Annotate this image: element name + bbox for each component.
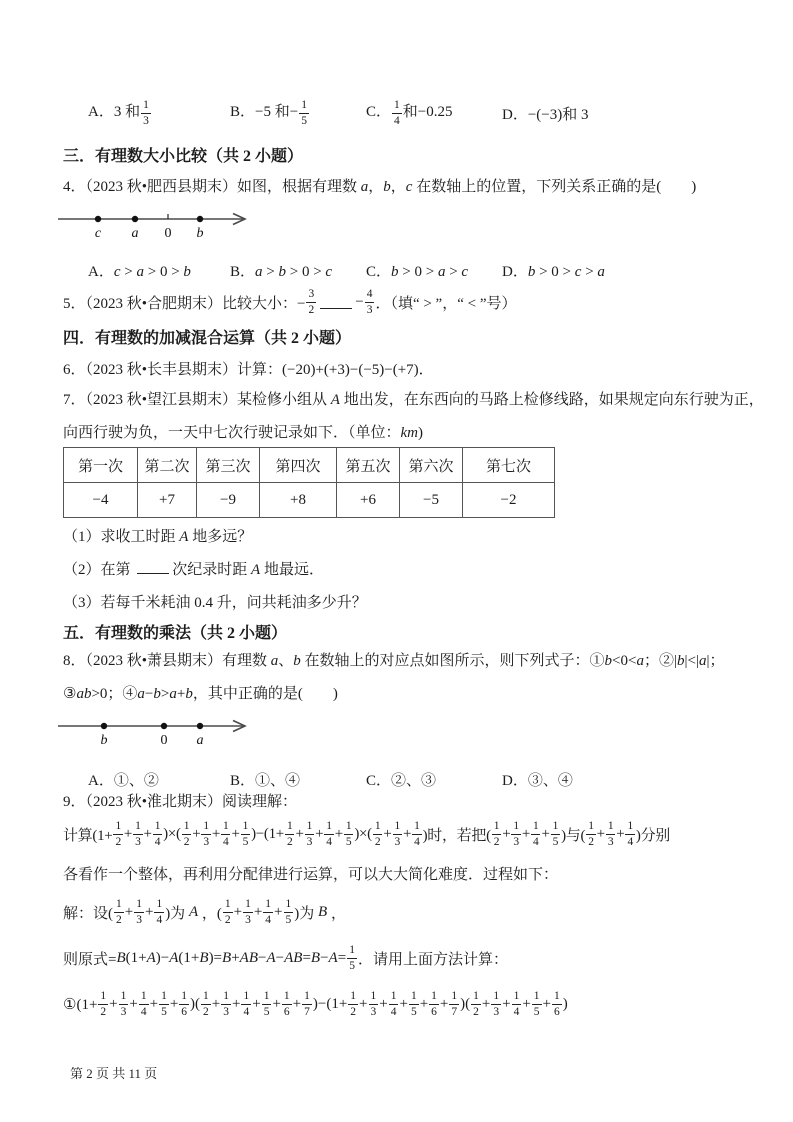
section-heading-4: 四．有理数的加减混合运算（共 2 小题）: [63, 330, 352, 347]
question-7-sub-1: （1）求收工时距 A 地多远？: [63, 529, 253, 545]
fraction: $\frac{1}{2}$: [115, 820, 121, 848]
fraction: $\frac{1}{2}$: [203, 990, 209, 1018]
svg-text:0: 0: [160, 733, 168, 748]
question-7-sub-2: （2）在第 次纪录时距 A 地最远．: [63, 562, 324, 578]
fraction: $\frac{1}{5}$: [552, 820, 559, 848]
fraction: $\frac{1}{3}$: [394, 820, 400, 848]
section-heading-5: 五．有理数的乘法（共 2 小题）: [63, 625, 288, 642]
fraction: $\frac{1}{3}$: [245, 898, 251, 926]
fraction: $\frac{1}{2}$: [493, 820, 500, 848]
fraction: $\frac{1}{2}$: [224, 898, 231, 926]
fraction: $\frac{1}{4}$: [265, 898, 272, 926]
fraction: $\frac{1}{5}$: [263, 990, 270, 1018]
fraction: $\frac{1}{2}$: [183, 820, 190, 848]
table-cell: 第五次: [337, 448, 400, 483]
svg-text:a: a: [196, 733, 204, 748]
answer-blank: [137, 560, 169, 574]
table-cell: 第一次: [64, 448, 138, 483]
option-D: D．③、④: [502, 772, 573, 789]
fraction: $\frac{1}{3}$: [136, 898, 142, 926]
fraction: $\frac{1}{6}$: [283, 990, 290, 1018]
question-4-stem: 4．（2023 秋•肥西县期末）如图，根据有理数 a，b，c 在数轴上的位置，下列关系正确的是( ): [63, 179, 697, 195]
table-cell: −9: [197, 483, 260, 518]
fraction: $\frac{1}{5}$: [345, 820, 352, 848]
fraction: $\frac{1}{2}$: [100, 990, 107, 1018]
question-9-intro: 9．（2023 秋•淮北期末）阅读理解：: [63, 794, 298, 810]
option-C: C．b > 0 > a > c: [366, 263, 469, 280]
table-cell: 第二次: [138, 448, 197, 483]
fraction: $\frac{1}{4}$: [326, 820, 332, 848]
fraction: $\frac{1}{7}$: [304, 990, 310, 1018]
table-cell: 第七次: [463, 448, 555, 483]
fraction: $\frac{1}{3}$: [135, 820, 141, 848]
table-cell: −2: [463, 483, 555, 518]
option-B: B．①、④: [230, 772, 301, 789]
question-9-item-1: ①(1+ $\frac{1}{2}$ + $\frac{1}{3}$ + $\frac{1}{4}$ + $\frac{1}{5}$ + $\frac{1}{6}$ )( $\frac{1}{2}$ + $\frac{1}{3}$ + $\frac{1}{4}$ + $\frac{1}{5}$ + $\frac{1}{6}$ + $\frac{1}{7}$ )−(1+ $\frac{1}{2}$ + $\frac{1}{3}$ + $\frac{1}{4}$ + $\frac{1}{5}$ + $\frac{1}{6}$ + $\frac{1}{7}$ )( $\frac{1}{2}$ + $\frac{1}{3}$ + $\frac{1}{4}$ + $\frac{1}{5}$ + $\frac{1}{6}$ ): [63, 990, 568, 1018]
option-C: C．②、③: [366, 772, 437, 789]
fraction: $\frac{1}{3}$: [607, 820, 614, 848]
fraction: $\frac{1}{3}$: [120, 990, 127, 1018]
svg-text:c: c: [94, 226, 102, 241]
fraction: $\frac{1}{2}$: [588, 820, 594, 848]
fraction: $\frac{1}{4}$: [533, 820, 539, 848]
fraction: $\frac{1}{5}$: [161, 990, 167, 1018]
svg-text:b: b: [100, 733, 108, 748]
option-D: D．−(−3)和 3: [502, 106, 589, 123]
answer-blank: [320, 295, 352, 309]
option-C: C． $\frac{1}{4}$ 和−0.25: [366, 99, 453, 127]
question-8-stem: [63, 645, 724, 711]
question-9-solution-2: 则原式= B (1+ A )− A (1+ B )= B + AB − A − AB = B − A = $\frac{1}{5}$ ．请用上面方法计算：: [63, 944, 508, 972]
fraction: $\frac{3}{2}$: [308, 288, 315, 316]
svg-text:a: a: [131, 226, 139, 241]
fraction: $\frac{1}{3}$: [306, 820, 313, 848]
fraction: $\frac{1}{4}$: [154, 820, 161, 848]
fraction: $\frac{1}{2}$: [116, 898, 122, 926]
fraction: $\frac{1}{5}$: [349, 944, 355, 972]
travel-records-table: [63, 447, 555, 518]
page-footer: 第 2 页 共 11 页: [70, 1066, 158, 1081]
table-cell: −5: [400, 483, 463, 518]
table-cell: +7: [138, 483, 197, 518]
fraction: $\frac{1}{2}$: [374, 820, 381, 848]
svg-text:0: 0: [164, 226, 172, 241]
question-7-line-1: 7．（2023 秋•望江县期末）某检修小组从 A 地出发，在东西向的马路上检修线路，如果规定向东行驶为正，: [63, 392, 764, 408]
section-heading-3: 三．有理数大小比较（共 2 小题）: [63, 148, 304, 165]
fraction: $\frac{1}{5}$: [242, 820, 249, 848]
svg-text:b: b: [196, 226, 204, 241]
table-cell: 第三次: [197, 448, 260, 483]
question-6-stem: 6．（2023 秋•长丰县期末）计算：(−20)+(+3)−(−5)−(+7)．: [63, 362, 434, 378]
fraction: $\frac{4}{3}$: [366, 288, 373, 316]
fraction: $\frac{1}{2}$: [473, 990, 479, 1018]
fraction: $\frac{1}{5}$: [410, 990, 417, 1018]
option-A: A．3 和 $\frac{1}{3}$: [88, 99, 149, 127]
table-cell: 第四次: [260, 448, 337, 483]
table-cell: +8: [260, 483, 337, 518]
table-cell: +6: [337, 483, 400, 518]
fraction: $\frac{1}{4}$: [243, 990, 250, 1018]
fraction: $\frac{1}{2}$: [286, 820, 293, 848]
fraction: $\frac{1}{4}$: [513, 990, 520, 1018]
fraction: $\frac{1}{4}$: [394, 99, 400, 127]
option-A: A．c > a > 0 > b: [88, 263, 191, 280]
question-9-text-2: 各看作一个整体，再利用分配律进行运算，可以大大简化难度．过程如下：: [63, 867, 559, 883]
fraction: $\frac{1}{3}$: [513, 820, 519, 848]
question-9-solution-1: 解：设( $\frac{1}{2}$ + $\frac{1}{3}$ + $\frac{1}{4}$ )为 A ，( $\frac{1}{2}$ + $\frac{1}{3}$ + $\frac{1}{4}$ + $\frac{1}{5}$ )为 B ，: [63, 898, 346, 926]
question-8-line-2: ③ab>0；④a−b>a+b，其中正确的是( ): [63, 686, 338, 702]
option-D: D．b > 0 > c > a: [502, 263, 605, 280]
question-5-stem: 5．（2023 秋•合肥期末）比较大小：− $\frac{3}{2}$ − $\frac{4}{3}$ ．（填“ > ”，“ < ”号）: [63, 288, 517, 316]
fraction: $\frac{1}{5}$: [285, 898, 292, 926]
question-7-sub-3: （3）若每千米耗油 0.4 升，问共耗油多少升？: [63, 595, 367, 611]
number-line-q4: [58, 203, 250, 249]
table-values-row: [64, 483, 555, 518]
fraction: $\frac{1}{6}$: [181, 990, 188, 1018]
option-B: B．a > b > 0 > c: [230, 263, 333, 280]
question-7-line-2: 向西行驶为负，一天中七次行驶记录如下．（单位：km): [63, 425, 424, 441]
fraction: $\frac{1}{3}$: [223, 990, 229, 1018]
fraction: $\frac{1}{3}$: [143, 99, 149, 127]
fraction: $\frac{1}{2}$: [350, 990, 357, 1018]
fraction: $\frac{1}{5}$: [301, 99, 307, 127]
fraction: $\frac{1}{7}$: [451, 990, 458, 1018]
table-header-row: [64, 448, 555, 483]
fraction: $\frac{1}{4}$: [222, 820, 229, 848]
number-line-q8: [58, 710, 250, 756]
fraction: $\frac{1}{3}$: [370, 990, 377, 1018]
question-7-stem: [63, 384, 764, 450]
fraction: $\frac{1}{3}$: [493, 990, 500, 1018]
question-8-line-1: 8．（2023 秋•萧县期末）有理数 a、b 在数轴上的对应点如图所示，则下列式子：①b<0<a；②|b|<|a|；: [63, 653, 725, 669]
fraction: $\frac{1}{4}$: [140, 990, 147, 1018]
option-A: A．①、②: [88, 772, 159, 789]
option-B: B．−5 和− $\frac{1}{5}$: [230, 99, 307, 127]
fraction: $\frac{1}{4}$: [156, 898, 163, 926]
question-7-table: [63, 447, 555, 518]
fraction: $\frac{1}{6}$: [554, 990, 560, 1018]
question-3-options: [88, 90, 589, 136]
question-9-formula-1: 计算(1+ $\frac{1}{2}$ + $\frac{1}{3}$ + $\frac{1}{4}$ )×( $\frac{1}{2}$ + $\frac{1}{3}$ + $\frac{1}{4}$ + $\frac{1}{5}$ )−(1+ $\frac{1}{2}$ + $\frac{1}{3}$ + $\frac{1}{4}$ + $\frac{1}{5}$ )×( $\frac{1}{2}$ + $\frac{1}{3}$ + $\frac{1}{4}$ )时，若把( $\frac{1}{2}$ + $\frac{1}{3}$ + $\frac{1}{4}$ + $\frac{1}{5}$ )与( $\frac{1}{2}$ + $\frac{1}{3}$ + $\frac{1}{4}$ )分别: [63, 820, 671, 848]
fraction: $\frac{1}{4}$: [627, 820, 633, 848]
fraction: $\frac{1}{6}$: [431, 990, 437, 1018]
fraction: $\frac{1}{3}$: [203, 820, 209, 848]
fraction: $\frac{1}{4}$: [414, 820, 420, 848]
fraction: $\frac{1}{4}$: [390, 990, 397, 1018]
table-cell: −4: [64, 483, 138, 518]
table-cell: 第六次: [400, 448, 463, 483]
fraction: $\frac{1}{5}$: [533, 990, 540, 1018]
